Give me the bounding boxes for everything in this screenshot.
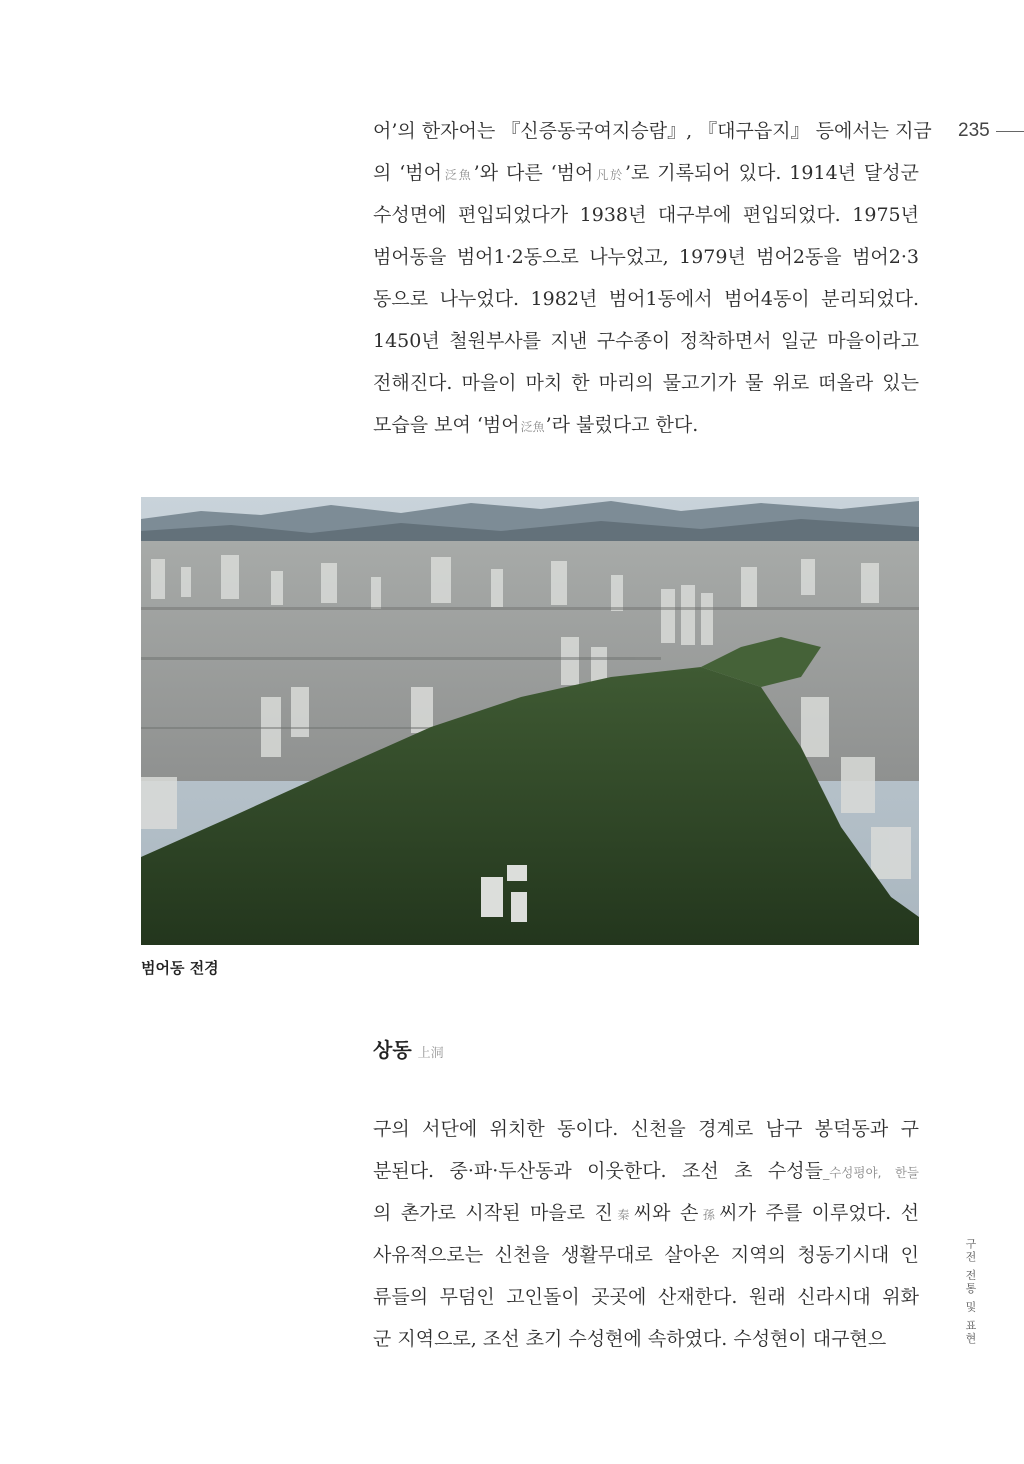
hanja-gloss: 秦	[613, 1208, 633, 1222]
text-run: 전해진다. 마을이 마치 한 마리의 물고기가 물 위로 떠올라 있는	[373, 372, 919, 394]
text-run: 의 촌가로 시작된 마을로 진	[373, 1202, 613, 1224]
text-run: 어’의 한자어는 『신증동국여지승람』, 『대구읍지』 등에서는 지금	[373, 120, 932, 142]
chapter-side-label: 구전 전통 및 표현	[964, 1238, 977, 1346]
text-line	[373, 278, 919, 320]
hanja-gloss: 凡於	[594, 168, 624, 182]
text-line	[373, 1234, 919, 1276]
section-title-hanja: 上洞	[417, 1046, 444, 1061]
text-run: 구의 서단에 위치한 동이다. 신천을 경계로 남구 봉덕동과 구	[373, 1118, 919, 1140]
text-line	[373, 236, 919, 278]
text-run: ’로 기록되어 있다. 1914년 달성군	[625, 162, 919, 184]
text-line	[373, 1108, 919, 1150]
text-line	[373, 1150, 919, 1192]
text-line	[373, 1192, 919, 1234]
text-line	[373, 320, 919, 362]
page-number	[958, 120, 1024, 142]
text-run: 동으로 나누었다. 1982년 범어1동에서 범어4동이 분리되었다.	[373, 288, 919, 310]
hanja-gloss: 泛魚	[520, 420, 545, 434]
text-run: 수성면에 편입되었다가 1938년 대구부에 편입되었다. 1975년	[373, 204, 919, 226]
text-run: 류들의 무덤인 고인돌이 곳곳에 산재한다. 원래 신라시대 위화	[373, 1286, 919, 1308]
text-run: 씨와 손	[633, 1202, 699, 1224]
photo-beomeo-panorama	[141, 497, 919, 945]
text-line	[373, 152, 919, 194]
text-run: 군 지역으로, 조선 초기 수성현에 속하였다. 수성현이 대구현으	[373, 1328, 887, 1350]
text-line	[373, 194, 919, 236]
text-run: 1450년 철원부사를 지낸 구수종이 정착하면서 일군 마을이라고	[373, 330, 919, 352]
page-number-text: 235	[958, 120, 990, 141]
text-line	[373, 404, 919, 446]
section-title-text: 상동	[373, 1038, 412, 1062]
text-run: 범어동을 범어1·2동으로 나누었고, 1979년 범어2동을 범어2·3	[373, 246, 919, 268]
text-run: 의 ‘범어	[373, 162, 443, 184]
page-number-rule	[996, 131, 1024, 132]
paragraph-sangdong	[373, 1108, 919, 1360]
photo-caption: 범어동 전경	[141, 959, 219, 977]
text-line	[373, 1276, 919, 1318]
text-line	[373, 362, 919, 404]
section-title-sangdong	[373, 1034, 444, 1063]
aerial-city-photo	[141, 497, 919, 945]
text-run: 사유적으로는 신천을 생활무대로 살아온 지역의 청동기시대 인	[373, 1244, 919, 1266]
inline-note: _수성평야, 한들	[822, 1165, 919, 1180]
text-run: 분된다. 중·파·두산동과 이웃한다. 조선 초 수성들	[373, 1160, 823, 1182]
hanja-gloss: 孫	[699, 1208, 719, 1222]
text-line	[373, 110, 932, 152]
text-run: ’라 불렀다고 한다.	[545, 414, 699, 436]
text-run: 모습을 보여 ‘범어	[373, 414, 520, 436]
paragraph-beomeo	[373, 110, 932, 446]
text-run: 씨가 주를 이루었다. 선	[719, 1202, 919, 1224]
text-line	[373, 1318, 919, 1360]
text-run: ’와 다른 ‘범어	[473, 162, 594, 184]
hanja-gloss: 泛魚	[443, 168, 473, 182]
